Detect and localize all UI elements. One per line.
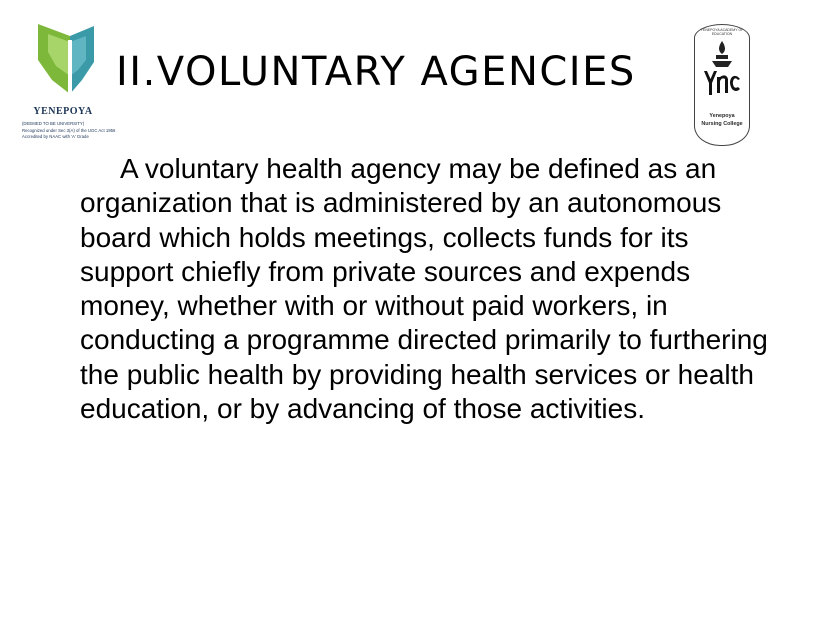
left-logo-name: YENEPOYA [33, 106, 93, 117]
left-logo-tagline [22, 121, 146, 141]
yenepoya-nursing-college-logo [694, 24, 750, 146]
right-logo-ring-text: YENEPOYA ACADEMY OF EDUCATION [700, 28, 744, 36]
ync-monogram-icon [700, 37, 744, 101]
left-logo-tagline-line: Accredited by NAAC with 'A' Grade [22, 134, 89, 139]
slide-body-text: A voluntary health agency may be defined as an organization that is administered by an autonomous board which holds meetings, collects funds for its support chiefly from private sources and expends money, whether with or without paid workers, in conducting a programme directed primarily to furthering the public health by providing health services or health education, or by advancing of those activities. [80, 153, 768, 425]
slide-title: II.VOLUNTARY AGENCIES [116, 49, 636, 95]
left-logo-tagline-line: Recognized under Sec 3(A) of the UGC Act 1956 [22, 127, 116, 133]
right-logo-line2: Nursing College [701, 121, 743, 127]
yenepoya-shield-icon [22, 18, 104, 104]
left-logo-tagline-line: (DEEMED TO BE UNIVERSITY) [22, 121, 85, 126]
right-logo-line1: Yenepoya [709, 113, 735, 119]
